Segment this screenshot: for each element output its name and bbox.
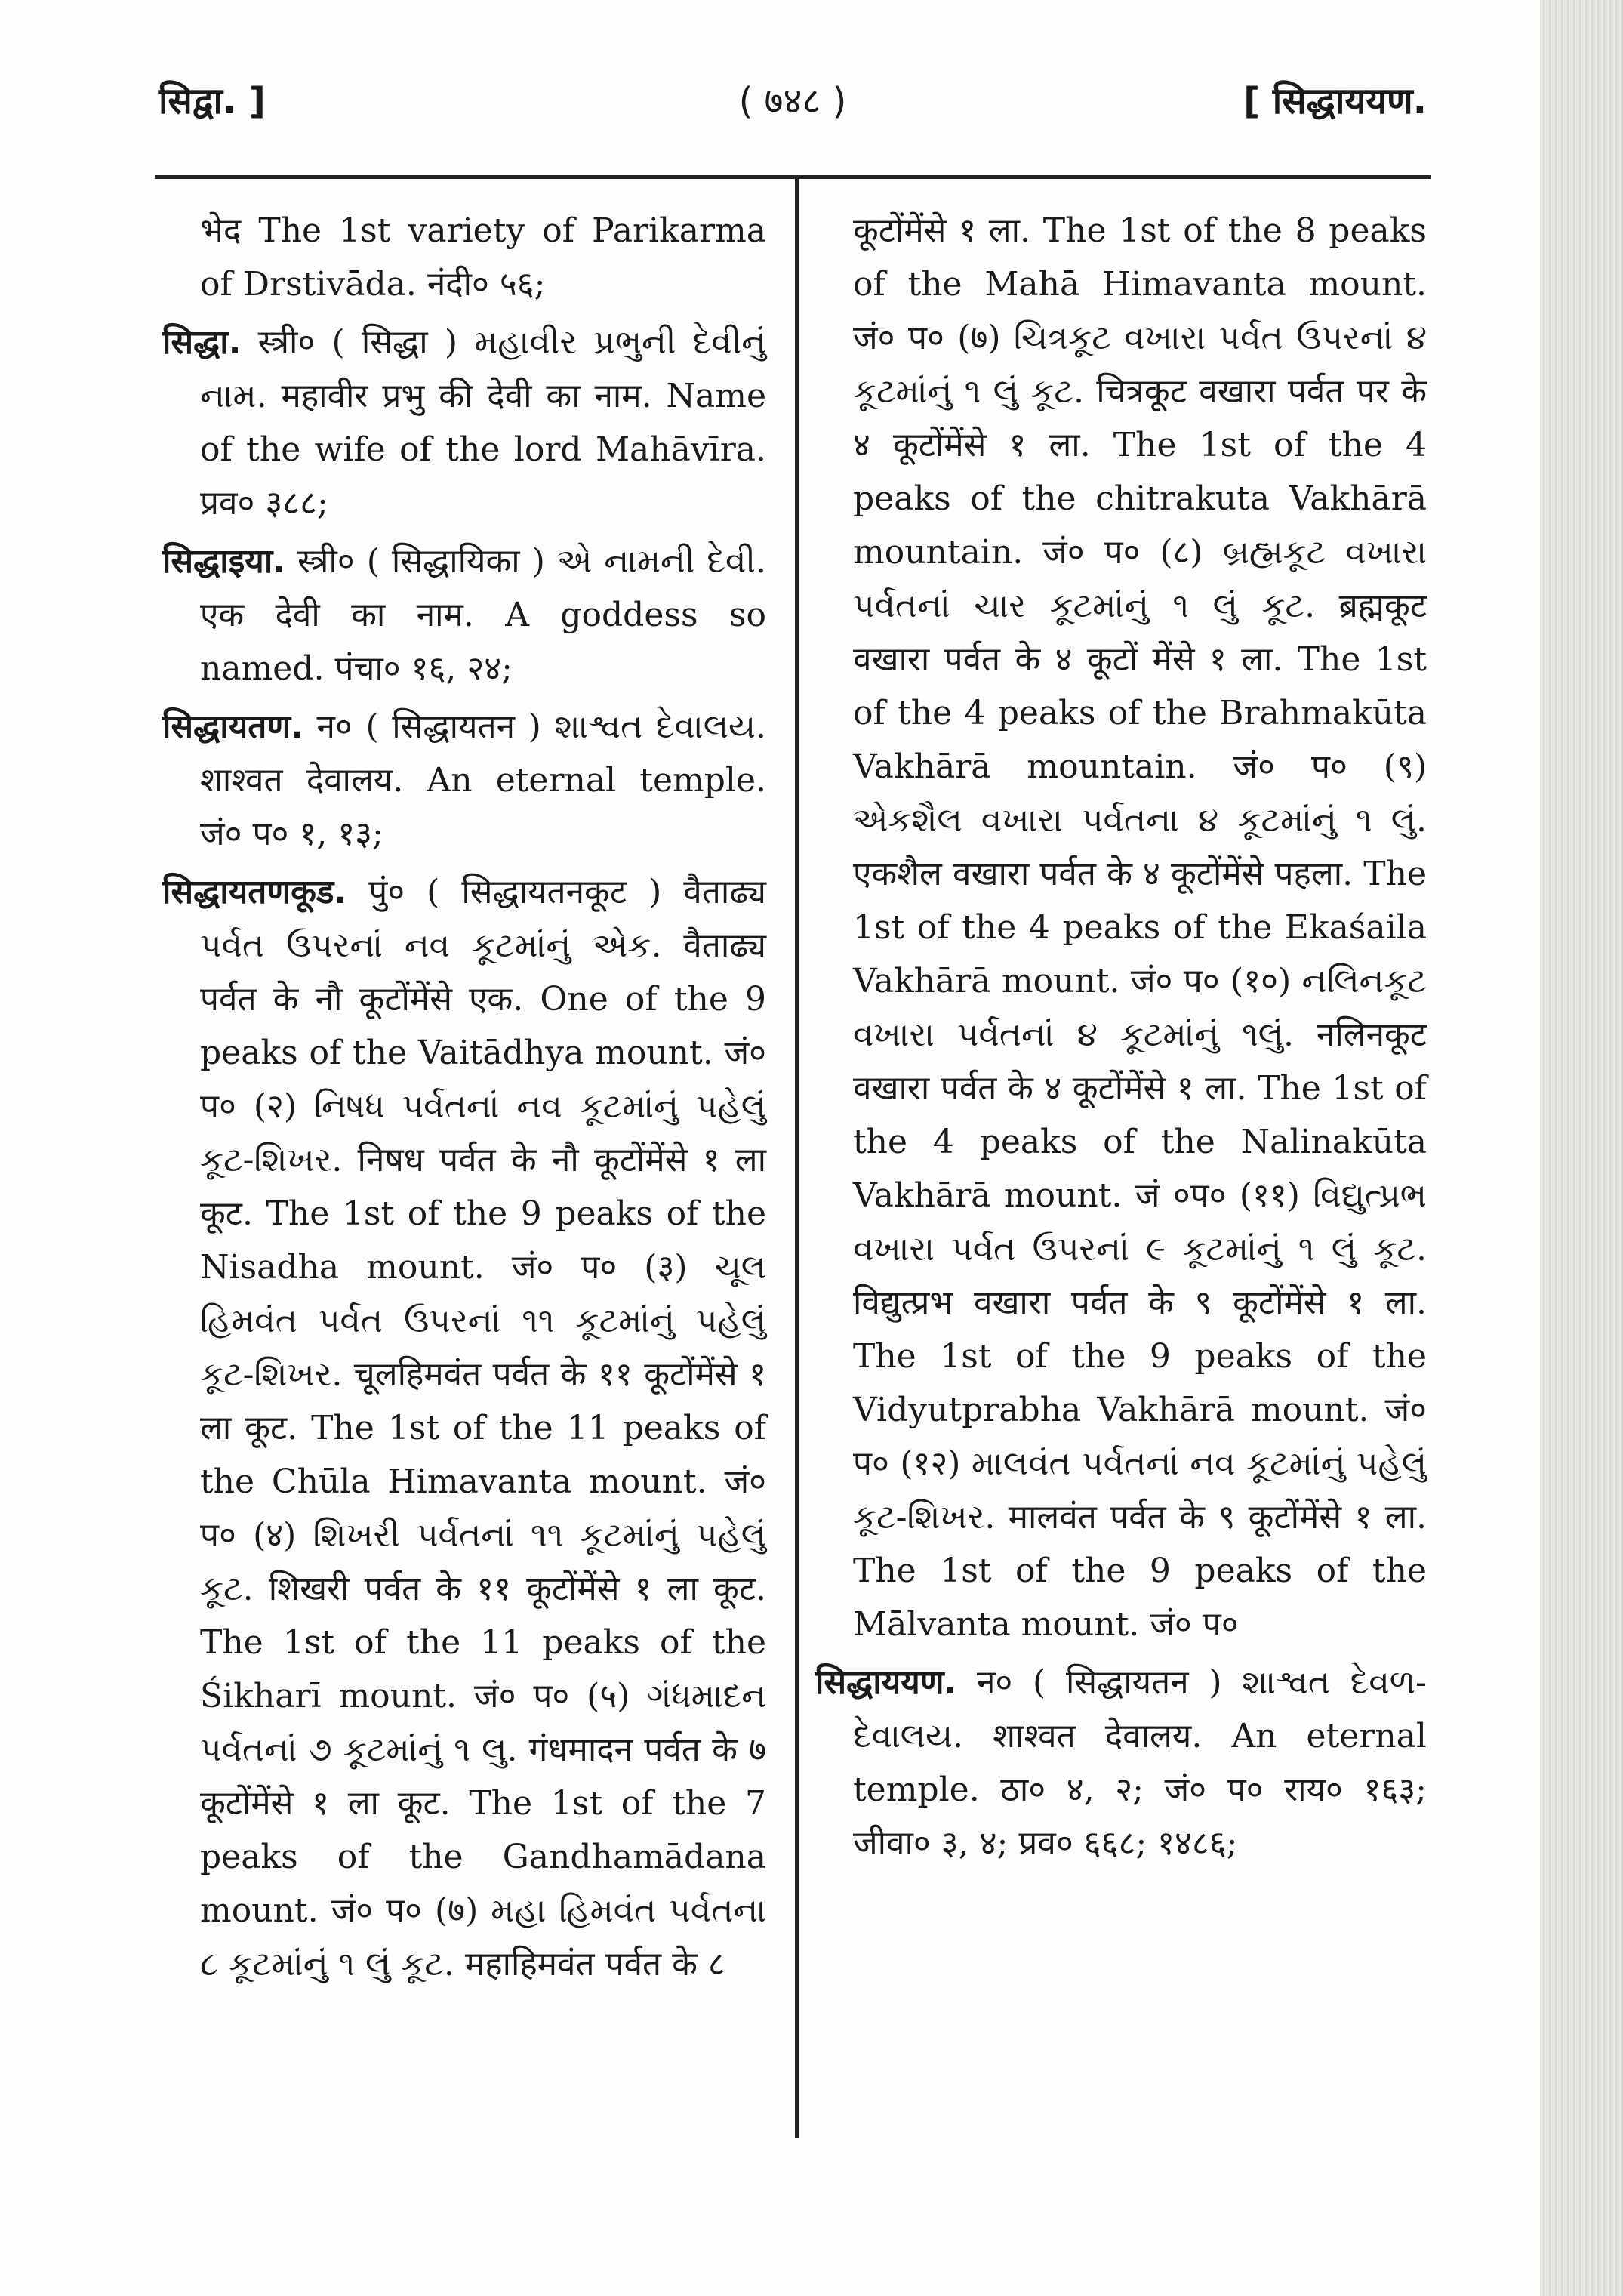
entry-text: कूटोंमेंसे १ ला. The 1st of the 8 peaks of the Mahā Himavanta mount. जं० प० (७) ચિત્રકૂટ વખારા પર્વત ઉપરનાં ૪ કૂટમાંનું ૧ લું કૂટ. चित्रकूट वखारा पर्वत पर के ४ कूटोंमेंसे १ ला. The 1st of the 4 peaks of the chitrakuta Vakhārā mountain. जं० प० (८) બ્રહ્મકૂટ વખારા પર્વતનાં ચાર કૂટમાંનું ૧ લું કૂટ. ब्रह्मकूट वखारा पर्वत के ४ कूटों मेंसे १ ला. The 1st of the 4 peaks of the Brahmakūta Vakhārā mountain. जं० प० (९) એકશૈલ વખારા પર્વતના ૪ કૂટમાંનું ૧ લું. एकशैल वखारा पर्वत के ४ कूटोंमेंसे पहला. The 1st of the 4 peaks of the Ekaśaila Vakhārā mount. जं० प० (१०) નલિનકૂટ વખારા પર્વતનાં ૪ કૂટમાંનું ૧લું. नलिनकूट वखारा पर्वत के ४ कूटोंमेंसे १ ला. The 1st of the 4 peaks of the Nalinakūta Vakhārā mount. जं ०प० (११) વિદ્યુત્પ્રભ વખારા પર્વત ઉપરનાં ૯ કૂટમાંનું ૧ લું કૂટ. विद्युत्प्रभ वखारा पर्वत के ९ कूटोंमेंसे १ ला. The 1st of the 9 peaks of the Vidyutprabha Vakhārā mount. जं० प० (१२) માલવંત પર્વતનાં નવ કૂટમાંનું પહેલું કૂટ-શિખર. मालवंत पर्वत के ९ कूटोंमेंसे १ ला. The 1st of the 9 peaks of the Mālvanta mount. जं० प० bbox=[853, 211, 1427, 1644]
dictionary-entry bbox=[162, 865, 766, 1991]
dictionary-entry bbox=[162, 316, 766, 530]
dictionary-entry bbox=[162, 700, 766, 861]
entry-headword: सिद्धायतण. bbox=[162, 707, 303, 746]
page-header bbox=[159, 76, 1427, 143]
page-number: ( ७४८ ) bbox=[738, 80, 847, 122]
entry-text: स्त्री० ( सिद्धायिका ) એ નામની દેવી. एक देवी का नाम. A goddess so named. पंचा० १६, २४; bbox=[200, 542, 766, 688]
header-right-guideword: [ सिद्धाययण. bbox=[1243, 80, 1427, 122]
column-divider bbox=[795, 175, 799, 2138]
dictionary-entry bbox=[162, 204, 766, 311]
header-rule bbox=[155, 175, 1431, 179]
header-left-guideword: सिद्वा. ] bbox=[159, 80, 266, 122]
entry-text: न० ( सिद्धायतन ) શાશ્વત દેવળ-દેવાલય. शाश्वत देवालय. An eternal temple. ठा० ४, २; जं० प० राय० १६३; जीवा० ३, ४; प्रव० ६६८; १४८६; bbox=[853, 1663, 1427, 1863]
dictionary-entry bbox=[815, 1656, 1427, 1870]
right-column bbox=[815, 204, 1427, 1875]
entry-headword: सिद्धा. bbox=[162, 323, 242, 362]
entry-headword: सिद्धायतणकूड. bbox=[162, 873, 347, 911]
entry-text: न० ( सिद्धायतन ) શાશ્વત દેવાલય. शाश्वत देवालय. An eternal temple. जं० प० १, १३; bbox=[200, 707, 766, 853]
entry-text: स्त्री० ( सिद्धा ) મહાવીર પ્રભુની દેવીનું નામ. महावीर प्रभु की देवी का नाम. Name of the wife of the lord Mahāvīra. प्रव० ३८८; bbox=[200, 323, 766, 522]
left-column bbox=[162, 204, 766, 1996]
entry-headword: सिद्धाययण. bbox=[815, 1663, 957, 1702]
dictionary-entry bbox=[162, 535, 766, 695]
entry-text: भेद The 1st variety of Parikarma of Drstivāda. नंदी० ५६; bbox=[200, 211, 766, 304]
entry-headword: सिद्धाइया. bbox=[162, 542, 285, 581]
scan-edge-texture bbox=[1540, 0, 1623, 2296]
entry-text: पुं० ( सिद्धायतनकूट ) वैताढ्य પર્વત ઉપરનાં નવ કૂટમાંનું એક. वैताढ्य पर्वत के नौ कूटोंमेंसे एक. One of the 9 peaks of the Vaitādhya mount. जं० प० (२) નિષધ પર્વતનાં નવ કૂટમાંનું પહેલું કૂટ-શિખર. निषध पर्वत के नौ कूटोंमेंसे १ ला कूट. The 1st of the 9 peaks of the Nisadha mount. जं० प० (३) ચૂલ હિમવંત પર્વત ઉપરનાં ૧૧ કૂટમાંનું પહેલું કૂટ-શિખર. चूलहिमवंत पर्वत के ११ कूटोंमेंसे १ ला कूट. The 1st of the 11 peaks of the Chūla Himavanta mount. जं० प० (४) શિખરી પર્વતનાં ૧૧ કૂટમાંનું પહેલું કૂટ. शिखरी पर्वत के ११ कूटोंमेंसे १ ला कूट. The 1st of the 11 peaks of the Śikharī mount. जं० प० (५) ગંધમાદન પર્વતનાં ૭ કૂટમાંનું ૧ લુ. गंधमादन पर्वत के ७ कूटोंमेंसे १ ला कूट. The 1st of the 7 peaks of the Gandhamādana mount. जं० प० (७) મહા હિમવંત પર્વતના ૮ કૂટમાંનું ૧ લું કૂટ. महाहिमवंत पर्वत के ८ bbox=[200, 873, 766, 1983]
dictionary-entry bbox=[815, 204, 1427, 1651]
